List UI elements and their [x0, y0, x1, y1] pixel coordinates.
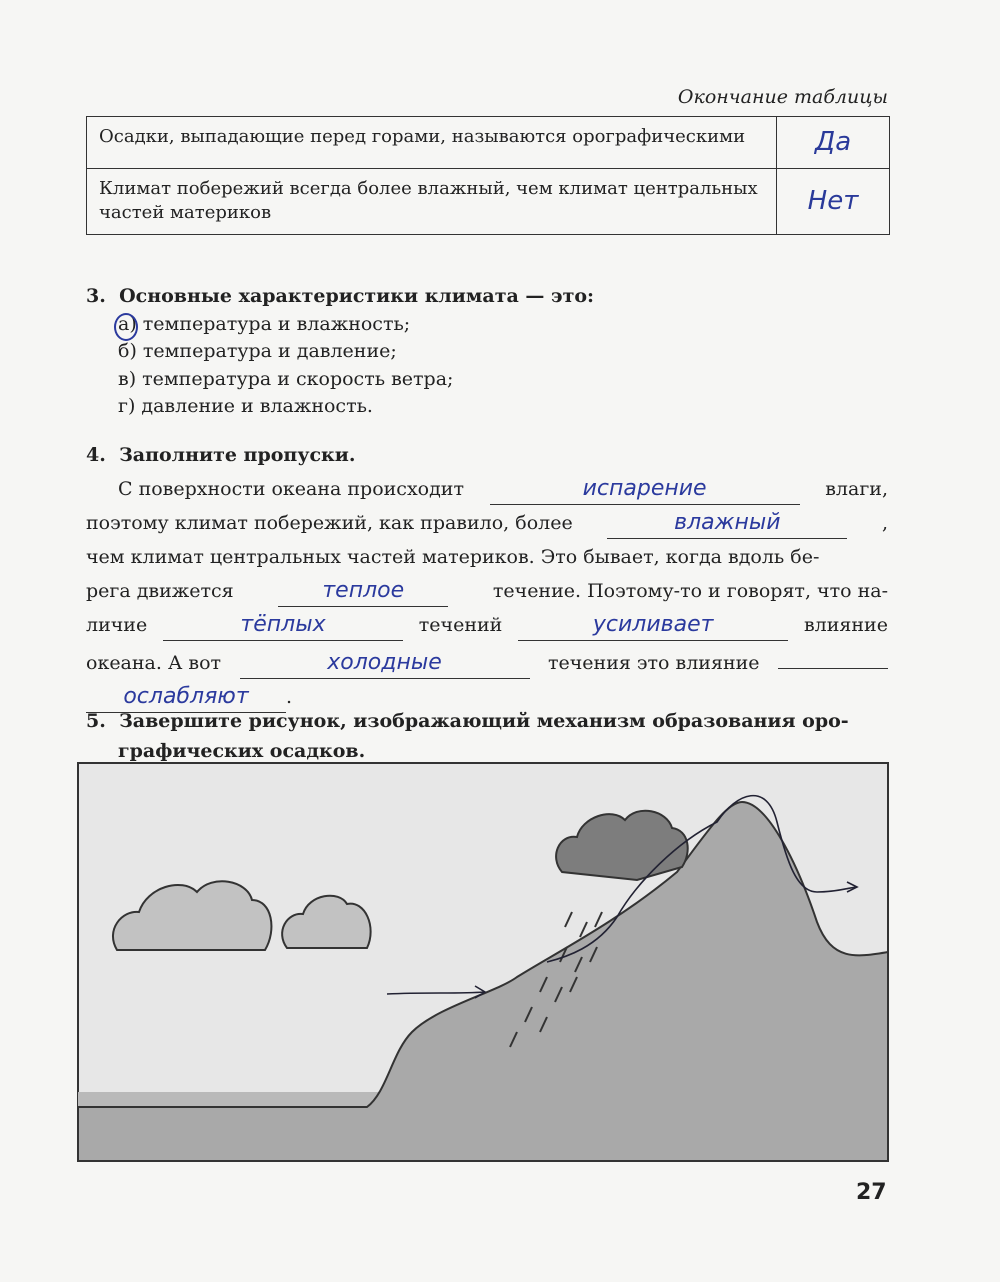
- orographic-precipitation-figure: [77, 762, 889, 1162]
- true-false-table: [86, 116, 890, 235]
- selection-circle: [114, 313, 138, 341]
- statement-cell: Климат побережий всегда более влажный, чем климат центральных частей материков: [87, 169, 777, 235]
- answer-blank: влажный: [607, 512, 847, 539]
- answer-cell: Нет: [777, 169, 890, 235]
- question-title: Основные характеристики климата — это:: [119, 285, 595, 307]
- question-5: 5. Завершите рисунок, изображающий механизм образования оро- графических осадков.: [86, 710, 849, 762]
- question-4: 4. Заполните пропуски. С поверхности океана происходит испарение влаги, поэтому климат побережий, как правило, более влажный , чем климат центральных частей материков. Это бывает, когда вдоль бе- рега движется теплое течение. Поэтому-то и говорят, что на- личие тёплых течений усиливает влияние океана. А вот холодные течения это влияние ослабляют .: [86, 438, 888, 714]
- option-a: а) температура и влажность;: [118, 311, 594, 339]
- question-number: 3.: [86, 285, 106, 307]
- table-row: [87, 117, 890, 169]
- statement-cell: Осадки, выпадающие перед горами, называются орографическими: [87, 117, 777, 169]
- answer-blank: теплое: [278, 580, 448, 607]
- page-number: 27: [856, 1180, 887, 1205]
- answer-blank: холодные: [240, 652, 530, 679]
- answer-blank: испарение: [490, 478, 800, 505]
- option-b: б) температура и давление;: [118, 340, 397, 363]
- table-row: [87, 169, 890, 235]
- answer-cell: Да: [777, 117, 890, 169]
- question-3: [86, 282, 594, 421]
- answer-blank: усиливает: [518, 614, 788, 641]
- answer-blank: тёплых: [163, 614, 403, 641]
- question-number: 4.: [86, 444, 106, 466]
- table-caption: Окончание таблицы: [677, 86, 888, 108]
- option-c: в) температура и скорость ветра;: [118, 367, 454, 390]
- answer-blank: ослабляют: [86, 686, 286, 713]
- option-d: г) давление и влажность.: [118, 395, 373, 418]
- question-title: Заполните пропуски.: [119, 444, 356, 466]
